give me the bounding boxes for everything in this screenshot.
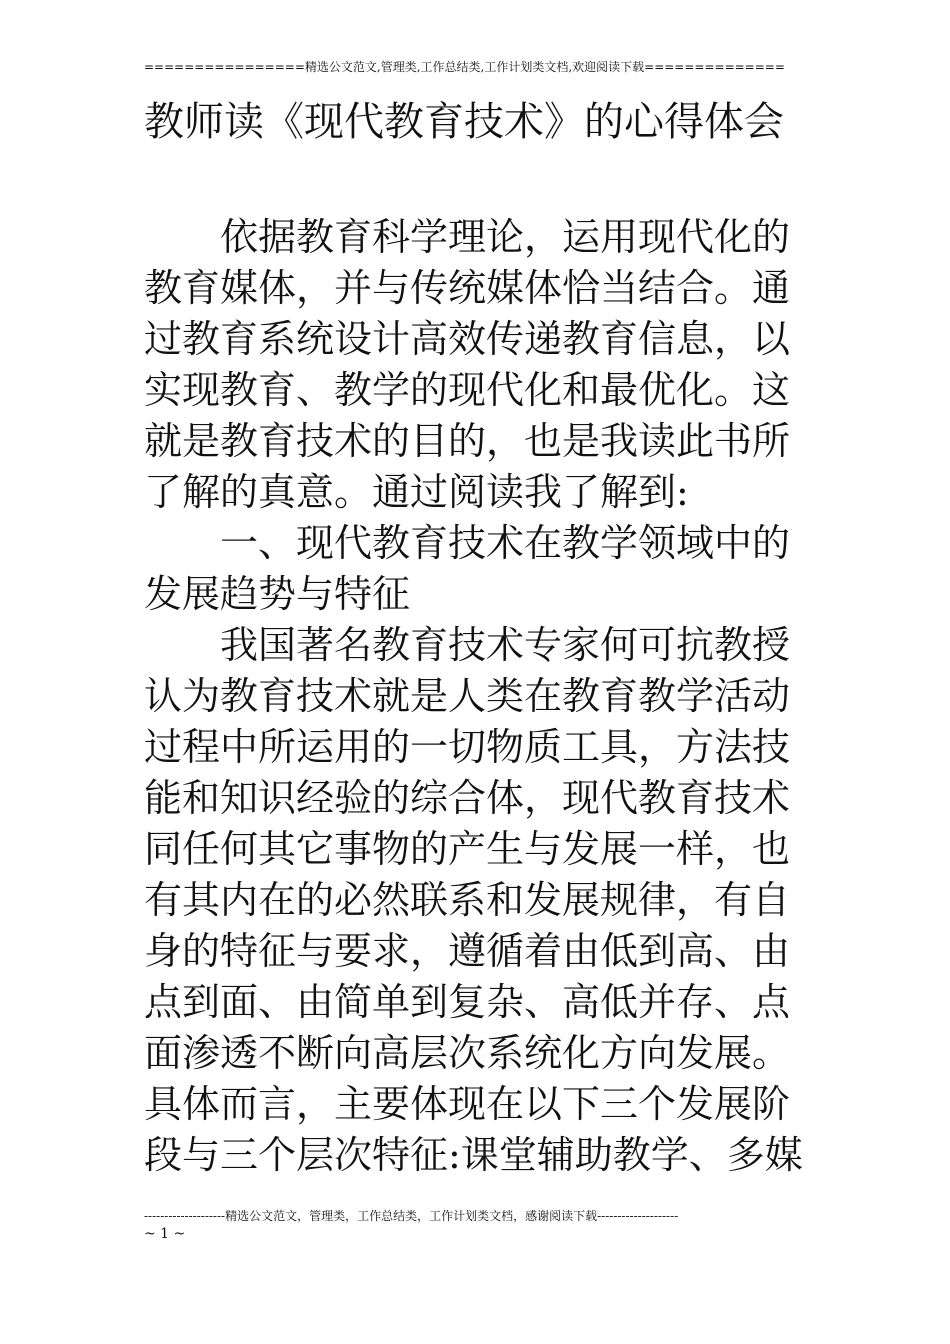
paragraph-section-1: 我国著名教育技术专家何可抗教授认为教育技术就是人类在教育教学活动过程中所运用的一切物质工具，方法技能和知识经验的综合体，现代教育技术同任何其它事物的产生与发展一样，也有其内在的必然联系和发展规律，有自身的特征与要求，遵循着由低到高、由点到面、由简单到复杂、高低并存、点面渗透不断向高层次系统化方向发展。具体而言，主要体现在以下三个发展阶段与三个层次特征:课堂辅助教学、多媒 (144, 623, 803, 1177)
footer-banner: --------------------精选公文范文，管理类，工作总结类，工作计划类文档，感谢阅读下载-------------------- (144, 1209, 679, 1223)
paragraph-intro: 依据教育科学理论，运用现代化的教育媒体，并与传统媒体恰当结合。通过教育系统设计高效传递教育信息，以实现教育、教学的现代化和最优化。这就是教育技术的目的，也是我读此书所了解的真意。通过阅读我了解到: (144, 215, 791, 514)
page-number: ~ 1 ~ (144, 1226, 186, 1242)
section-heading-1: 一、现代教育技术在教学领域中的发展趋势与特征 (144, 521, 791, 616)
document-body (144, 212, 810, 1181)
header-banner: ================精选公文范文,管理类,工作总结类,工作计划类文档,欢迎阅读下载============== (144, 60, 785, 74)
document-title: 教师读《现代教育技术》的心得体会 (144, 99, 784, 145)
